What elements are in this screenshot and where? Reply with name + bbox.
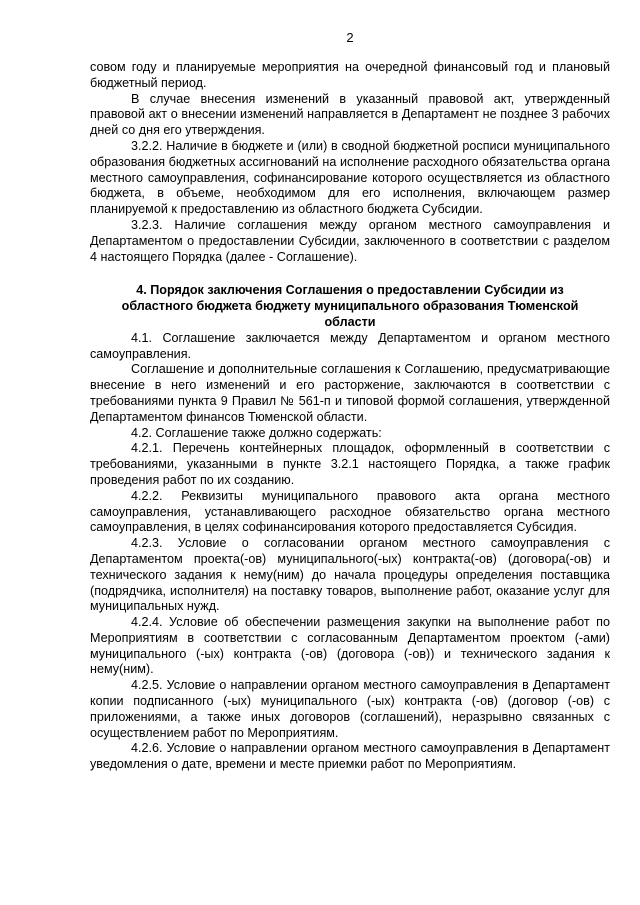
paragraph-4-2-3: 4.2.3. Условие о согласовании органом местного самоуправления с Департаментом проекта(-ов) муниципального(-ых) контракта(-ов) (договора(-ов) и технического задания к нему(ним) до начала процедуры определения поставщика (подрядчика, исполнителя) на поставку товаров, выполнение работ, оказание услуг для муниципальных нужд. (90, 536, 610, 614)
paragraph-4-1: 4.1. Соглашение заключается между Департаментом и органом местного самоуправления. (90, 330, 610, 361)
paragraph-agreement: Соглашение и дополнительные соглашения к Соглашению, предусматривающие внесение в него изменений и его расторжение, заключаются в соответствии с требованиями пункта 9 Правил № 561-п и типовой формой соглашения, утвержденной Департаментом финансов Тюменской области. (90, 362, 610, 424)
paragraph-4-2: 4.2. Соглашение также должно содержать: (131, 425, 382, 440)
section-heading: 4. Порядок заключения Соглашения о предоставлении Субсидии из областного бюджета бюджету муниципального образования Тюменской области (121, 283, 579, 329)
paragraph-2: В случае внесения изменений в указанный правовой акт, утвержденный правовой акт о внесении изменений направляется в Департамент не позднее 3 рабочих дней со дня его утверждения. (90, 91, 610, 138)
paragraph-4-2-6: 4.2.6. Условие о направлении органом местного самоуправления в Департамент уведомления о дате, времени и месте приемки работ по Мероприятиям. (90, 741, 610, 772)
paragraph-3-2-2: 3.2.2. Наличие в бюджете и (или) в сводной бюджетной росписи муниципального образования бюджетных ассигнований на исполнение расходного обязательства органа местного самоуправления, софинансирование которого осуществляется из областного бюджета, в объеме, необходимом для его исполнения, включающем размер планируемой к предоставлению из областного бюджета Субсидии. (90, 138, 610, 217)
paragraph-4-2-4: 4.2.4. Условие об обеспечении размещения закупки на выполнение работ по Мероприятиям в соответствии с согласованным Департаментом проектом (-ами) муниципального (-ых) контракта (-ов) (договора (-ов)) и технического задания к нему(ним). (90, 615, 610, 677)
paragraph-4-2-1: 4.2.1. Перечень контейнерных площадок, оформленный в соответствии с требованиями, указанными в пункте 3.2.1 настоящего Порядка, а также график проведения работ по их созданию. (90, 441, 610, 487)
paragraph-4-2-5: 4.2.5. Условие о направлении органом местного самоуправления в Департамент копии подписанного (-ых) муниципального (-ых) контракта (-ов) (договор (-ов) с приложениями, а также иных договоров (соглашений), неразрывно связанных с осуществлением работ по Мероприятиям. (90, 678, 610, 740)
document-page (90, 30, 610, 773)
paragraph-3-2-3: 3.2.3. Наличие соглашения между органом местного самоуправления и Департаментом о предоставлении Субсидии, заключенного в соответствии с разделом 4 настоящего Порядка (далее - Соглашение). (90, 217, 610, 264)
paragraph-1: совом году и планируемые мероприятия на очередной финансовый год и плановый бюджетный период. (90, 60, 610, 90)
paragraph-4-2-2: 4.2.2. Реквизиты муниципального правового акта органа местного самоуправления, устанавливающего расходное обязательство органа местного самоуправления, в целях софинансирования которого предоставляется Субсидия. (90, 488, 610, 535)
page-number: 2 (346, 30, 354, 45)
